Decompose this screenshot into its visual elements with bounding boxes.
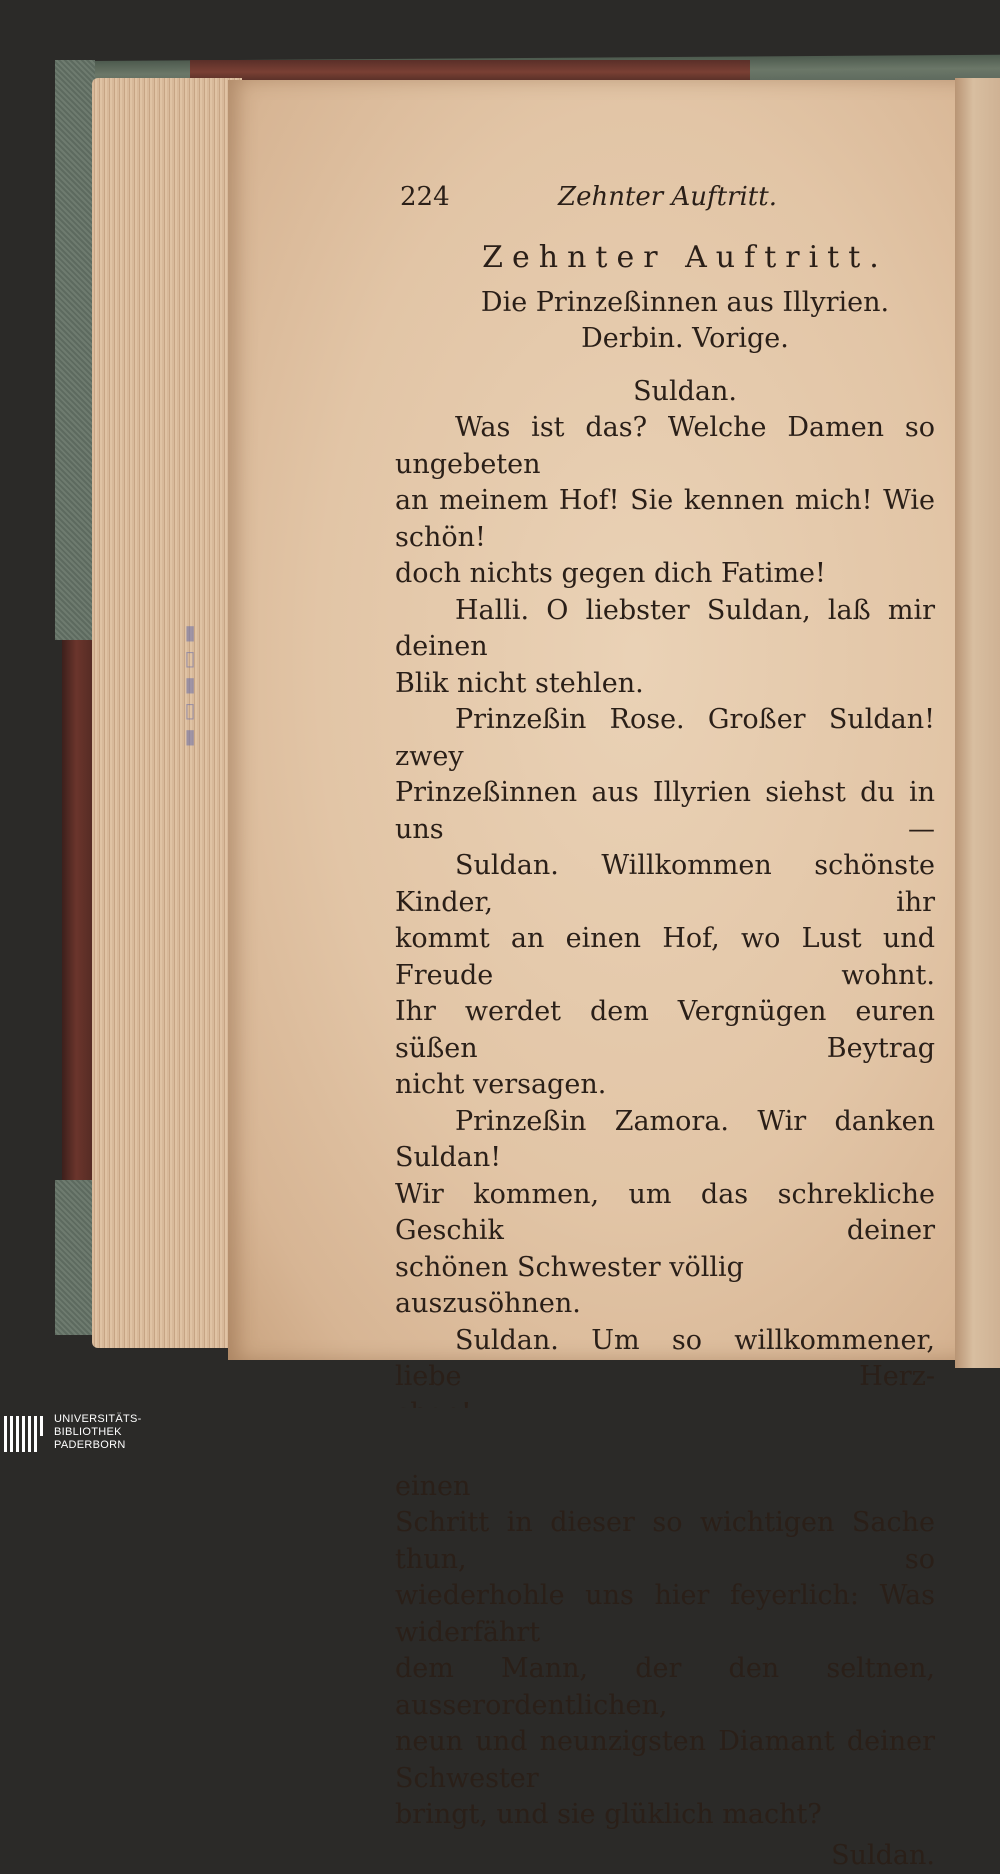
text-line: dem Mann, der den seltnen, ausserordentlichen, bbox=[395, 1651, 935, 1724]
page-header bbox=[400, 182, 780, 222]
spine-cloth-top bbox=[55, 60, 95, 640]
catchword: Suldan. bbox=[395, 1838, 935, 1874]
cast-line-2: Derbin. Vorige. bbox=[395, 321, 935, 358]
text-line: Prinzeßin Rose. Großer Suldan! zwey bbox=[395, 702, 935, 775]
library-logo-text bbox=[54, 1413, 142, 1452]
text-line: neun und neunzigsten Diamant deiner Schwester bbox=[395, 1724, 935, 1797]
logo-line-3: PADERBORN bbox=[54, 1439, 142, 1452]
page-edges bbox=[92, 78, 242, 1348]
text-line: Was ist das? Welche Damen so ungebeten bbox=[395, 410, 935, 483]
text-line: kommt an einen Hof, wo Lust und Freude wohnt. bbox=[395, 921, 935, 994]
cast-line-1: Die Prinzeßinnen aus Illyrien. bbox=[395, 285, 935, 322]
page-text bbox=[395, 240, 935, 1874]
text-line: bringt, und sie glüklich macht? bbox=[395, 1797, 935, 1834]
text-line: Suldan. Um so willkommener, liebe Herz- bbox=[395, 1323, 935, 1396]
text-line: Schritt in dieser so wichtigen Sache thun, so bbox=[395, 1505, 935, 1578]
logo-line-1: UNIVERSITÄTS- bbox=[54, 1413, 142, 1426]
text-line: schönen Schwester völlig auszusöhnen. bbox=[395, 1250, 935, 1323]
text-line: doch nichts gegen dich Fatime! bbox=[395, 556, 935, 593]
library-logo-icon bbox=[4, 1416, 46, 1452]
library-footer bbox=[0, 1408, 1000, 1459]
scene-title: Zehnter Auftritt. bbox=[395, 240, 935, 277]
text-line: Prinzeßinnen aus Illyrien siehst du in uns — bbox=[395, 775, 935, 848]
text-line: einen bbox=[395, 1432, 935, 1505]
spine-cloth-bottom bbox=[55, 1180, 95, 1335]
speaker-heading: Suldan. bbox=[395, 374, 935, 411]
text-line: Blik nicht stehlen. bbox=[395, 666, 935, 703]
text-line: Ihr werdet dem Vergnügen euren süßen Beytrag bbox=[395, 994, 935, 1067]
facing-page-edge bbox=[955, 78, 1000, 1368]
text-line: wiederhohle uns hier feyerlich: Was widerfährt bbox=[395, 1578, 935, 1651]
text-line: Suldan. Willkommen schönste Kinder, ihr bbox=[395, 848, 935, 921]
logo-line-2: BIBLIOTHEK bbox=[54, 1426, 142, 1439]
running-head: Zehnter Auftritt. bbox=[558, 182, 777, 212]
text-line: Wir kommen, um das schrekliche Geschik deiner bbox=[395, 1177, 935, 1250]
text-line: Halli. O liebster Suldan, laß mir deinen bbox=[395, 593, 935, 666]
text-line: an meinem Hof! Sie kennen mich! Wie schön! bbox=[395, 483, 935, 556]
text-line: Prinzeßin Zamora. Wir danken Suldan! bbox=[395, 1104, 935, 1177]
cover-leather-strip bbox=[190, 60, 750, 80]
text-line: nicht versagen. bbox=[395, 1067, 935, 1104]
page-number: 224 bbox=[400, 182, 450, 212]
library-stamp: ▮▯▮▯▮ bbox=[168, 620, 202, 780]
